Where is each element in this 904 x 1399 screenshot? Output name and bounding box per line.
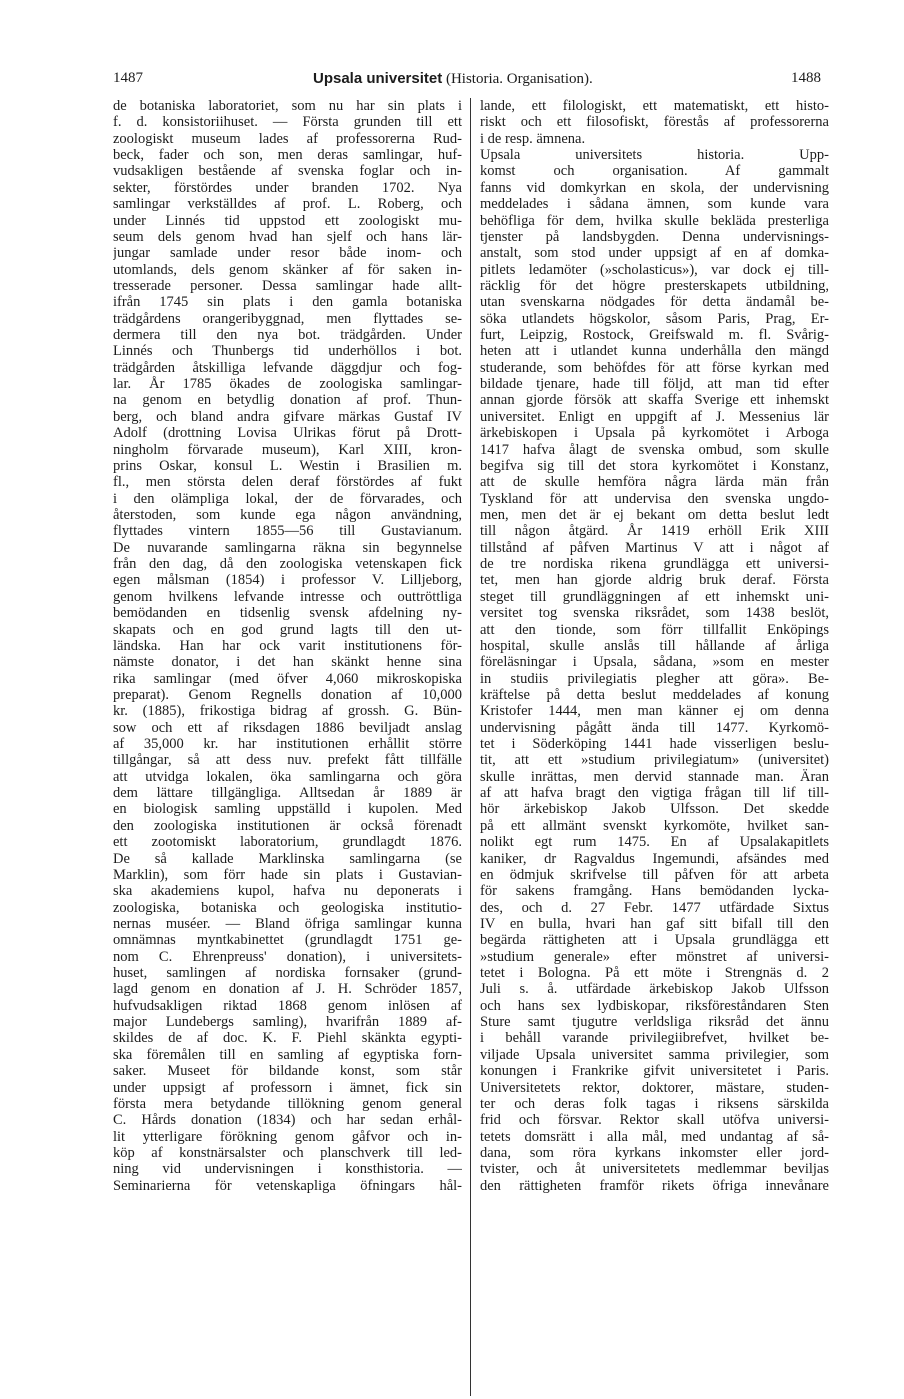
text-line: trädgårdens orangeribyggnad, men flyttades se- — [113, 310, 462, 327]
text-line: berg, och bland andra gifvare märkas Gustaf IV — [113, 408, 462, 425]
text-line: från den dag, då den zoologiska vetenskapen fick — [113, 556, 462, 573]
text-line: ning vid undervisningen i konsthistoria. — — [113, 1161, 462, 1178]
text-line: Universitetets rektor, doktorer, mästare, studen- — [480, 1079, 829, 1096]
text-line: zoologiska, botaniska och geologiska institutio- — [113, 899, 462, 916]
text-line: trädgården åtskilliga lefvande däggdjur och fog- — [113, 359, 462, 376]
text-line: meddelades i sådana ämnen, som kunde vara — [480, 196, 829, 213]
text-line: hufvudsakligen riktad 1868 genom inlösen af — [113, 997, 462, 1014]
text-line: de botaniska laboratoriet, som nu har sin plats i — [113, 98, 462, 114]
text-line: lagd genom en donation af J. H. Schröder 1857, — [113, 981, 462, 998]
text-line: huset, samlingen af nordiska fornsaker (grund- — [113, 965, 462, 982]
text-line: en biologisk samling uppställd i kupolen. Med — [113, 801, 462, 818]
text-line: nolikt egt rum 1475. En af Upsalakapitlets — [480, 834, 829, 851]
text-line: f. d. konsistoriihuset. — Första grunden till ett — [113, 114, 462, 131]
text-line: versitet tog svenska riksrådet, som 1438 beslöt, — [480, 605, 829, 622]
text-line: anstalt, som stod under uppsigt af en af domka- — [480, 245, 829, 262]
text-line: Upsala universitets historia. Upp- — [480, 147, 829, 164]
page-header — [0, 0, 904, 100]
column-divider — [470, 98, 471, 1396]
text-line: för sakens framgång. Hans bemödanden lycka- — [480, 883, 829, 900]
text-line: tetets domsrätt i alla mål, med undantag af så- — [480, 1128, 829, 1145]
text-line: under uppsigt af professorn i ämnet, fick sin — [113, 1079, 462, 1096]
text-line: major Lundebergs samling), hvarifrån 1889 af- — [113, 1014, 462, 1031]
right-text-column — [480, 98, 829, 1194]
text-line: på ett allmänt svenskt kyrkomöte, hvilket san- — [480, 817, 829, 834]
text-line: utomlands, dels genom skänker af för saken in- — [113, 261, 462, 278]
text-line: tet, men han gjorde aldrig bruk deraf. Första — [480, 572, 829, 589]
text-line: studerande, som behöfdes för att förse kyrkan med — [480, 359, 829, 376]
text-line: ningholm förvarade museum), Karl XIII, kron- — [113, 441, 462, 458]
text-line: föreläsningar i Upsala, sådana, »som en mester — [480, 654, 829, 671]
text-line: undervisning pågått ända till 1477. Kyrkomö- — [480, 719, 829, 736]
text-line: ländska. Han har ock varit institutionens för- — [113, 637, 462, 654]
text-line: kr. (1885), frikostiga bidrag af grossh. G. Bün- — [113, 703, 462, 720]
text-line: sekter, förstördes under branden 1702. Nya — [113, 179, 462, 196]
text-line: lande, ett filologiskt, ett matematiskt, ett histo- — [480, 98, 829, 114]
text-line: de tre nordiska rikena grundlägga ett universi- — [480, 556, 829, 573]
text-line: heten att i utlandet kunna underhålla den mängd — [480, 343, 829, 360]
text-line: kaniker, dr Ragvaldus Ingemundi, afsändes med — [480, 850, 829, 867]
text-line: ärkebiskopen i Upsala på kyrkomötet i Arboga — [480, 425, 829, 442]
text-line: söka utlandets högskolor, såsom Paris, Prag, Er- — [480, 310, 829, 327]
text-line: hör ärkebiskop Jakob Ulfsson. Det skedde — [480, 801, 829, 818]
text-line: viljade Upsala universitet samma privilegier, som — [480, 1046, 829, 1063]
text-line: pitlets ledamöter (»scholasticus»), var dock ej till- — [480, 261, 829, 278]
text-line: ska akademiens kupol, hafva nu deponerats i — [113, 883, 462, 900]
text-line: den zoologiska institutionen är också förenadt — [113, 817, 462, 834]
text-line: vudsakligen bestående af svenska foglar och in- — [113, 163, 462, 180]
text-line: genom hvilkens lefvande intresse och outtröttliga — [113, 588, 462, 605]
text-line: dana, som röra kyrkans inkomster eller jord- — [480, 1145, 829, 1161]
text-line: begärda rättigheten att i Upsala grundlägga ett — [480, 932, 829, 949]
text-line: steget till grundläggningen af ett inhemskt uni- — [480, 588, 829, 605]
text-line: tillgångar, så att dess nuv. prefekt fått tillfälle — [113, 752, 462, 769]
text-line: zoologiskt museum lades af professorerna Rud- — [113, 130, 462, 147]
text-line: i behåll varande privilegiibrefvet, hvilket be- — [480, 1030, 829, 1047]
text-line: annan gjorde försök att skaffa Sverige ett inhemskt — [480, 392, 829, 409]
text-line: fl., men största delen deraf förstördes af fukt — [113, 474, 462, 491]
text-line: skulle inrättas, men dervid stannade man. Äran — [480, 768, 829, 785]
text-line: ska föremålen till en samling af egyptiska forn- — [113, 1046, 462, 1063]
text-line: att den tionde, som förr tillfallit Enköpings — [480, 621, 829, 638]
text-line: fanns vid domkyrkan en skola, der undervisning — [480, 179, 829, 196]
text-line: tillstånd af påfven Martinus V att i något af — [480, 539, 829, 556]
page-number-left: 1487 — [113, 70, 143, 86]
running-title — [313, 70, 623, 88]
text-line: saker. Museet för bildande konst, som står — [113, 1063, 462, 1080]
text-line: Juli s. å. utfärdade ärkebiskop Jakob Ulfsson — [480, 981, 829, 998]
text-line: flyttades vintern 1855—56 till Gustavianum. — [113, 523, 462, 540]
text-line: Tyskland för att undervisa den svenska ungdo- — [480, 490, 829, 507]
text-line: ett zootomiskt laboratorium, grundlagdt 1876. — [113, 834, 462, 851]
running-title-main: Upsala universitet — [313, 70, 443, 87]
text-line: jungar samlade under resor både inom- och — [113, 245, 462, 262]
text-line: tetet i Bologna. På ett möte i Strengnäs d. 2 — [480, 965, 829, 982]
text-line: den rättigheten framför rikets öfriga innevånare — [480, 1177, 829, 1194]
text-line: preparat). Genom Regnells donation af 10,000 — [113, 686, 462, 703]
text-line: behöfliga för dem, hvilka skulle bekläda presterliga — [480, 212, 829, 229]
text-line: De nuvarande samlingarna räkna sin begynnelse — [113, 539, 462, 556]
text-line: en ödmjuk skrifvelse till påfven för att arbeta — [480, 866, 829, 883]
text-line: egen målsman (1854) i professor V. Lilljeborg, — [113, 572, 462, 589]
text-line: rika samlingar (med öfver 4,060 mikroskopiska — [113, 670, 462, 687]
text-line: att de skulle hemföra några lärda män från — [480, 474, 829, 491]
text-line: Seminarierna för vetenskapliga öfningars hål- — [113, 1177, 462, 1194]
text-line: köp af konstnärsalster och planschverk till led- — [113, 1145, 462, 1161]
text-line: Linnés och Thunbergs tid underhöllos i bot. — [113, 343, 462, 360]
text-line: universitet. Enligt en uppgift af J. Messenius lär — [480, 408, 829, 425]
text-line: till någon åtgärd. År 1419 erhöll Erik XIII — [480, 523, 829, 540]
text-line: komst och organisation. Af gammalt — [480, 163, 829, 180]
text-line: i den olämpliga lokal, der de förvarades, och — [113, 490, 462, 507]
text-line: Marklin), som förr hade sin plats i Gustavian- — [113, 866, 462, 883]
text-line: frid och försvar. Rektor skall utöfva universi- — [480, 1112, 829, 1129]
text-line: tit, att ett »studium privilegiatum» (universitet) — [480, 752, 829, 769]
text-line: sow och ett af riksdagen 1886 beviljadt anslag — [113, 719, 462, 736]
text-line: bildade tjenare, hade till följd, att man tid efter — [480, 376, 829, 393]
text-line: nämste donator, i det han skänkt henne sina — [113, 654, 462, 671]
text-line: Sture samt tjugutre verldsliga riksråd det ännu — [480, 1014, 829, 1031]
text-line: des, och d. 27 Febr. 1477 utfärdade Sixtus — [480, 899, 829, 916]
text-line: dem lättare tillgängliga. Alltsedan år 1889 är — [113, 785, 462, 802]
text-line: tet i Söderköping 1441 hade visserligen beslu- — [480, 736, 829, 753]
text-line: återstoden, som kunde ega någon användning, — [113, 506, 462, 523]
text-line: furt, Leipzig, Rostock, Greifswald m. fl. Svårig- — [480, 327, 829, 344]
text-line: nom C. Ehrenpreuss' donation), i universitets- — [113, 948, 462, 965]
text-line: dermera till den nya bot. trädgården. Under — [113, 327, 462, 344]
text-line: prins Oskar, konsul L. Westin i Brasilien m. — [113, 457, 462, 474]
running-title-sub: (Historia. Organisation). — [442, 71, 593, 87]
page-number-right: 1488 — [791, 70, 821, 86]
text-line: i de resp. ämnena. — [480, 130, 586, 147]
text-line: omnämnas myntkabinettet (grundlagdt 1751 ge- — [113, 932, 462, 949]
text-line: skapats och en god grund lagts till den ut- — [113, 621, 462, 638]
text-line: utan svenskarna nödgades för detta ändamål be- — [480, 294, 829, 311]
text-line: Kristofer 1444, men man känner ej om denna — [480, 703, 829, 720]
text-line: kräftelse på detta beslut meddelades af konung — [480, 686, 829, 703]
text-line: att utvidga lokalen, öka samlingarna och göra — [113, 768, 462, 785]
text-line: 1417 hafva ålagt de svenska ombud, som skulle — [480, 441, 829, 458]
text-line: beck, fader och son, men deras samlingar, huf- — [113, 147, 462, 164]
text-line: konungen i Frankrike gifvit universitetet i Paris. — [480, 1063, 829, 1080]
text-line: lar. År 1785 ökades de zoologiska samlingar- — [113, 376, 462, 393]
text-line: och hans sex lydbiskopar, riksföreståndaren Sten — [480, 997, 829, 1014]
text-line: ifrån 1745 sin plats i den gamla botaniska — [113, 294, 462, 311]
text-line: skildes de af doc. K. F. Piehl skänkta egypti- — [113, 1030, 462, 1047]
text-line: under Linnés tid uppstod ett zoologiskt mu- — [113, 212, 462, 229]
text-line: ter och deras folk tagas i riksens särskilda — [480, 1095, 829, 1112]
text-line: tvister, och åt universitetets medlemmar beviljas — [480, 1161, 829, 1178]
text-line: räcklig för det högre presterskapets utbildning, — [480, 277, 829, 294]
text-line: Adolf (drottning Lovisa Ulrikas förut på Drott- — [113, 425, 462, 442]
text-line: IV en bulla, hvari han gaf sitt bifall till den — [480, 915, 829, 932]
text-line: seum dels genom hvad han sjelf och hans lär- — [113, 228, 462, 245]
text-line: »studium generale» efter mönstret af universi- — [480, 948, 829, 965]
text-line: na genom en betydlig donation af prof. Thun- — [113, 392, 462, 409]
left-text-column — [113, 98, 462, 1194]
text-line: lit ytterligare förökning genom gåfvor och in- — [113, 1128, 462, 1145]
text-line: begifva sig till det stora kyrkomötet i Konstanz, — [480, 457, 829, 474]
text-line: hospital, skulle anslås till hållande af årliga — [480, 637, 829, 654]
text-line: samlingar verkställdes af prof. L. Roberg, och — [113, 196, 462, 213]
text-line: riskt och ett filosofiskt, förestås af professorerna — [480, 114, 829, 131]
text-line: nernas muséer. — Bland öfriga samlingar kunna — [113, 915, 462, 932]
text-line: in studiis privilegiatis plegher att göra». Be- — [480, 670, 829, 687]
text-line: af att hafva bragt den vigtiga frågan till lif till- — [480, 785, 829, 802]
text-line: tresserade personer. Dessa samlingar hade allt- — [113, 277, 462, 294]
text-line: af 35,000 kr. har institutionen erhållit större — [113, 736, 462, 753]
text-line: första mera betydande tillökning genom general — [113, 1095, 462, 1112]
text-line: De så kallade Marklinska samlingarna (se — [113, 850, 462, 867]
text-line: C. Hårds donation (1834) och har sedan erhål- — [113, 1112, 462, 1129]
text-line: tjenster på landsbygden. Denna undervisnings- — [480, 228, 829, 245]
text-line: men, men det är ej bekant om detta beslut ledt — [480, 506, 829, 523]
text-line: bemödanden en tidsenlig svensk afdelning ny- — [113, 605, 462, 622]
